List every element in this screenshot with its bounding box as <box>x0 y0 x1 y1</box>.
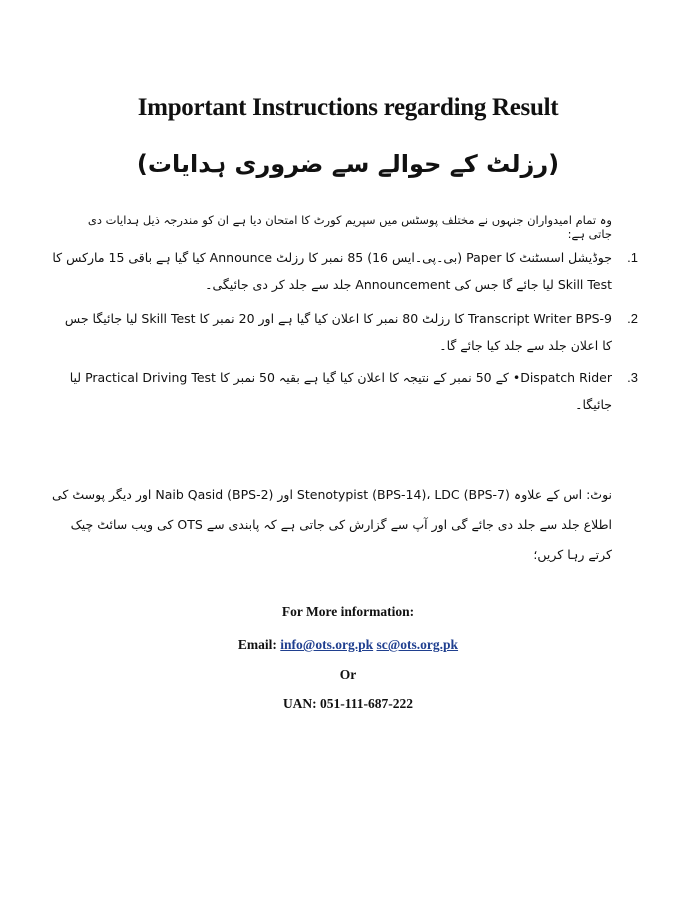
item-text: Dispatch Rider• کے 50 نمبر کے نتیجہ کا اعلان کیا گیا ہے بقیہ 50 نمبر کا Practical Driving Test لیا جائیگا۔ <box>69 370 612 412</box>
page-title: Important Instructions regarding Result <box>137 94 559 121</box>
item-number: .3 <box>627 370 638 385</box>
item-number: .1 <box>627 250 638 265</box>
item-number: .2 <box>627 311 638 326</box>
note-paragraph: نوٹ: اس کے علاوہ Stenotypist (BPS-14)، LDC (BPS-7) اور Naib Qasid (BPS-2) اور دیگر پوسٹ کی اطلاع جلد سے جلد دی جائے گی اور آپ سے گزارش کی جاتی ہے کہ پابندی سے OTS کی ویب سائٹ چیک کرتے رہا کریں؛ <box>52 487 612 562</box>
item-text: جوڈیشل اسسٹنٹ کا Paper (بی۔پی۔ایس 16) 85 نمبر کا رزلٹ Announce کیا گیا ہے باقی 15 مارکس کا Skill Test لیا جائے گا جس کی Announcement جلد سے جلد کر دی جائیگی۔ <box>52 250 612 292</box>
email-link-info[interactable]: info@ots.org.pk <box>280 637 374 652</box>
instruction-item-3 <box>52 364 638 418</box>
contact-heading: For More information: <box>281 604 415 619</box>
email-label: Email: <box>237 637 277 652</box>
or-separator: Or <box>339 667 357 682</box>
page-subtitle-urdu: (رزلٹ کے حوالے سے ضروری ہدایات) <box>136 150 560 178</box>
email-link-sc[interactable]: sc@ots.org.pk <box>376 637 459 652</box>
item-text: Transcript Writer BPS-9 کا رزلٹ 80 نمبر کا اعلان کیا گیا ہے اور 20 نمبر کا Skill Test لیا جائیگا جس کا اعلان جلد سے جلد کیا جائے گا۔ <box>64 311 612 353</box>
intro-paragraph: وہ تمام امیدواران جنہوں نے مختلف پوسٹس میں سپریم کورٹ کا امتحان دیا ہے ان کو مندرجہ ذیل ہدایات دی جاتی ہے: <box>87 213 612 241</box>
instruction-item-1 <box>52 244 638 298</box>
email-row <box>0 637 696 653</box>
instruction-item-2 <box>52 305 638 359</box>
uan-number: UAN: 051-111-687-222 <box>282 696 414 711</box>
